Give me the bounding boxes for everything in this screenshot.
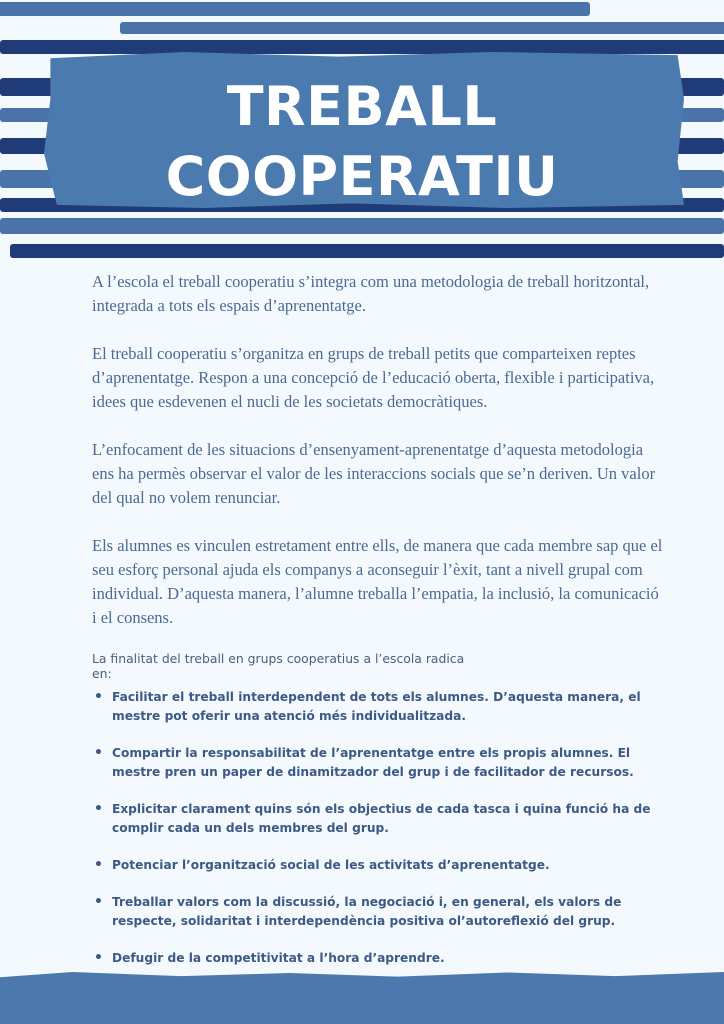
paragraph: El treball cooperatiu s’organitza en grups de treball petits que comparteixen reptes d’aprenentatge. Respon a una concepció de l’educació oberta, flexible i participativa, idees que esdevenen el nucli de les societats democràtiques.: [92, 344, 655, 411]
bullet-icon: •: [94, 950, 103, 966]
bullet-icon: •: [94, 894, 103, 910]
paragraph: A l’escola el treball cooperatiu s’integra com una metodologia de treball horitzontal, integrada a tots els espais d’aprenentatge.: [92, 272, 650, 315]
bottom-band: [0, 972, 724, 1024]
goals-list: [92, 688, 672, 986]
list-item-text: Compartir la responsabilitat de l’aprenentatge entre els propis alumnes. El mestre pren un paper de dinamitzador del grup i de facilitador de recursos.: [112, 746, 634, 779]
list-item: [92, 744, 672, 782]
stripe: [120, 22, 724, 34]
list-item: [92, 856, 672, 875]
list-item-text: Facilitar el treball interdependent de tots els alumnes. D’aquesta manera, el mestre pot oferir una atenció més individualitzada.: [112, 690, 641, 723]
list-item-text: Defugir de la competitivitat a l’hora d’aprendre.: [112, 951, 445, 965]
bullet-icon: •: [94, 801, 103, 817]
bullet-icon: •: [94, 745, 103, 761]
bullet-icon: •: [94, 857, 103, 873]
list-item: [92, 949, 672, 968]
list-item-text: Potenciar l’organització social de les activitats d’aprenentatge.: [112, 858, 550, 872]
page-title: [0, 72, 724, 212]
list-item-text: Treballar valors com la discussió, la negociació i, en general, els valors de respecte, solidaritat i interdependència positiva ol’autoreflexió del grup.: [112, 895, 622, 928]
body-text: [92, 270, 667, 654]
list-item-text: Explicitar clarament quins són els objectius de cada tasca i quina funció ha de complir cada un dels membres del grup.: [112, 802, 651, 835]
list-item: [92, 893, 672, 931]
stripe: [0, 40, 724, 54]
stripe: [10, 244, 724, 258]
list-item: [92, 688, 672, 726]
title-line-2: COOPERATIU: [165, 145, 559, 208]
list-intro: La finalitat del treball en grups cooperatius a l’escola radica en:: [92, 651, 465, 681]
paragraph: Els alumnes es vinculen estretament entre ells, de manera que cada membre sap que el seu esforç personal ajuda els companys a aconseguir l’èxit, tant a nivell grupal com individual. D’aquesta manera, l’alumne treballa l’empatia, la inclusió, la comunicació i el consens.: [92, 536, 663, 627]
title-line-1: TREBALL: [226, 75, 498, 138]
paragraph: L’enfocament de les situacions d’ensenyament-aprenentatge d’aquesta metodologia ens ha permès observar el valor de les interaccions socials que se’n deriven. Un valor del qual no volem renunciar.: [92, 440, 656, 507]
stripe: [0, 218, 724, 234]
list-item: [92, 800, 672, 838]
stripe: [0, 2, 590, 16]
bullet-icon: •: [94, 689, 103, 705]
